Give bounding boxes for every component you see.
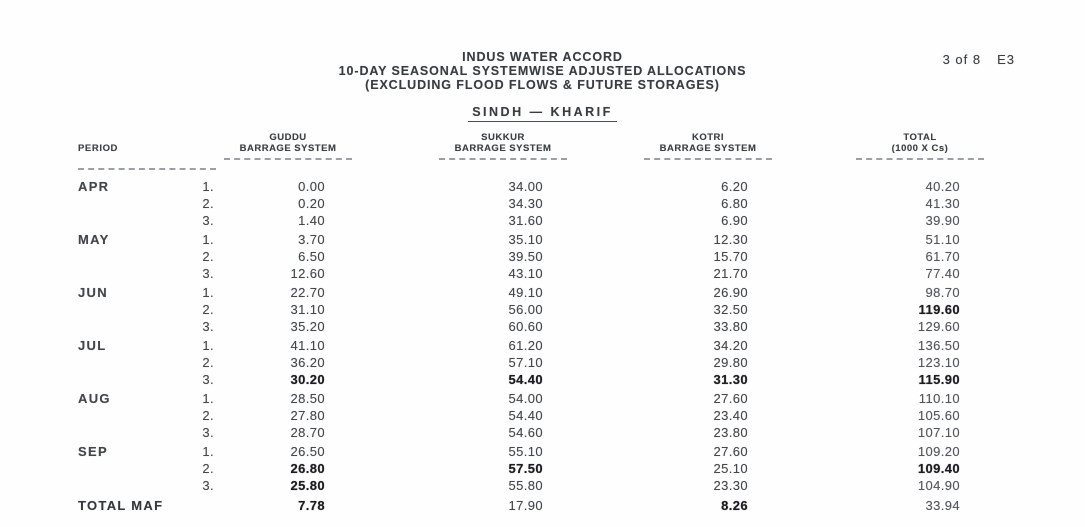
period-number: 2. (202, 249, 214, 264)
value-cell-sukkur: 57.50 (508, 461, 543, 476)
value-cell-guddu: 0.20 (298, 196, 325, 211)
month-label: MAY (78, 232, 110, 247)
month-label: APR (78, 179, 110, 194)
value-cell-kotri: 15.70 (713, 249, 748, 264)
month-label: AUG (78, 391, 111, 406)
value-cell-sukkur: 56.00 (508, 302, 543, 317)
value-cell-guddu: 22.70 (290, 285, 325, 300)
value-cell-sukkur: 39.50 (508, 249, 543, 264)
value-cell-sukkur: 61.20 (508, 338, 543, 353)
column-header-total (758, 132, 970, 160)
period-number: 3. (202, 213, 214, 228)
period-number: 3. (202, 319, 214, 334)
column-header-guddu-line2: BARRAGE SYSTEM (239, 143, 337, 154)
period-number: 2. (202, 355, 214, 370)
table-header-row (78, 132, 1085, 170)
value-cell-kotri: 27.60 (713, 391, 748, 406)
value-cell-kotri: 21.70 (713, 266, 748, 281)
table-row (78, 231, 1085, 248)
value-cell-sukkur: 35.10 (508, 232, 543, 247)
total-value-cell-sukkur: 17.90 (508, 498, 543, 513)
period-number: 2. (202, 408, 214, 423)
value-cell-kotri: 25.10 (713, 461, 748, 476)
value-cell-total: 61.70 (925, 249, 960, 264)
value-cell-guddu: 31.10 (290, 302, 325, 317)
section-title-wrap (0, 103, 1085, 122)
month-label: SEP (78, 444, 108, 459)
value-cell-total: 136.50 (917, 338, 960, 353)
period-number: 3. (202, 425, 214, 440)
page-number: 3 of 8 (942, 52, 982, 67)
page-title: INDUS WATER ACCORD (462, 50, 623, 64)
value-cell-total: 105.60 (917, 408, 960, 423)
value-cell-guddu: 26.80 (290, 461, 325, 476)
allocation-table (0, 132, 1085, 514)
table-row (78, 390, 1085, 407)
value-cell-guddu: 26.50 (290, 444, 325, 459)
value-cell-sukkur: 54.40 (508, 372, 543, 387)
value-cell-total: 40.20 (925, 179, 960, 194)
page-subtitle-1: 10-DAY SEASONAL SYSTEMWISE ADJUSTED ALLOCATIONS (338, 64, 747, 78)
value-cell-total: 119.60 (918, 302, 960, 317)
value-cell-sukkur: 55.80 (508, 478, 543, 493)
column-header-kotri (553, 132, 758, 160)
period-number: 3. (202, 372, 214, 387)
value-cell-kotri: 27.60 (713, 444, 748, 459)
table-row (78, 443, 1085, 460)
value-cell-kotri: 23.30 (713, 478, 748, 493)
value-cell-kotri: 23.80 (713, 425, 748, 440)
value-cell-guddu: 28.50 (290, 391, 325, 406)
period-number: 1. (202, 338, 214, 353)
column-header-period (78, 132, 218, 170)
value-cell-kotri: 29.80 (713, 355, 748, 370)
value-cell-sukkur: 34.00 (508, 179, 543, 194)
value-cell-guddu: 1.40 (298, 213, 325, 228)
value-cell-total: 109.20 (917, 444, 960, 459)
value-cell-total: 109.40 (917, 461, 960, 476)
title-block (0, 0, 1085, 92)
column-header-total-line2: (1000 X Cs) (891, 143, 949, 154)
value-cell-guddu: 35.20 (290, 319, 325, 334)
table-row (78, 265, 1085, 282)
value-cell-total: 41.30 (925, 196, 960, 211)
period-number: 2. (202, 302, 214, 317)
table-row (78, 371, 1085, 388)
value-cell-sukkur: 31.60 (508, 213, 543, 228)
header-dash-line (856, 158, 984, 160)
header-dash-line (644, 158, 772, 160)
value-cell-kotri: 26.90 (713, 285, 748, 300)
table-row (78, 477, 1085, 494)
table-row (78, 424, 1085, 441)
value-cell-guddu: 12.60 (290, 266, 325, 281)
value-cell-guddu: 27.80 (290, 408, 325, 423)
total-row-label: TOTAL MAF (78, 498, 164, 513)
total-value-cell-kotri: 8.26 (721, 498, 748, 513)
value-cell-kotri: 33.80 (713, 319, 748, 334)
table-row (78, 354, 1085, 371)
table-row (78, 284, 1085, 301)
value-cell-total: 129.60 (917, 319, 960, 334)
value-cell-sukkur: 54.00 (508, 391, 543, 406)
value-cell-kotri: 32.50 (713, 302, 748, 317)
value-cell-guddu: 6.50 (298, 249, 325, 264)
value-cell-sukkur: 55.10 (508, 444, 543, 459)
column-header-sukkur (333, 132, 553, 160)
period-number: 1. (202, 232, 214, 247)
table-row (78, 301, 1085, 318)
value-cell-guddu: 28.70 (290, 425, 325, 440)
value-cell-kotri: 6.80 (721, 196, 748, 211)
period-number: 1. (202, 444, 214, 459)
column-header-sukkur-line2: BARRAGE SYSTEM (454, 143, 552, 154)
value-cell-total: 107.10 (917, 425, 960, 440)
value-cell-sukkur: 49.10 (508, 285, 543, 300)
value-cell-guddu: 41.10 (290, 338, 325, 353)
value-cell-kotri: 12.30 (713, 232, 748, 247)
column-header-kotri-line2: BARRAGE SYSTEM (659, 143, 757, 154)
total-row (78, 497, 1085, 514)
value-cell-total: 77.40 (925, 266, 960, 281)
header-dash-line (78, 168, 216, 170)
value-cell-total: 123.10 (917, 355, 960, 370)
column-header-kotri-line1: KOTRI (691, 132, 725, 143)
value-cell-sukkur: 34.30 (508, 196, 543, 211)
period-number: 1. (202, 285, 214, 300)
table-row (78, 337, 1085, 354)
total-value-cell-guddu: 7.78 (298, 498, 325, 513)
value-cell-kotri: 6.90 (721, 213, 748, 228)
column-header-guddu (218, 132, 337, 160)
month-label: JUL (78, 338, 107, 353)
value-cell-total: 110.10 (918, 391, 960, 406)
value-cell-total: 104.90 (917, 478, 960, 493)
table-row (78, 318, 1085, 335)
period-number: 1. (202, 391, 214, 406)
value-cell-guddu: 30.20 (290, 372, 325, 387)
page-code: E3 (997, 52, 1015, 67)
value-cell-total: 51.10 (925, 232, 960, 247)
value-cell-sukkur: 54.60 (508, 425, 543, 440)
month-label: JUN (78, 285, 108, 300)
header-dash-line (439, 158, 567, 160)
column-header-total-line1: TOTAL (903, 132, 937, 143)
value-cell-total: 39.90 (925, 213, 960, 228)
total-value-cell-total: 33.94 (925, 498, 960, 513)
page-subtitle-2: (EXCLUDING FLOOD FLOWS & FUTURE STORAGES) (365, 78, 720, 92)
table-row (78, 248, 1085, 265)
value-cell-guddu: 36.20 (290, 355, 325, 370)
table-row (78, 178, 1085, 195)
value-cell-sukkur: 60.60 (508, 319, 543, 334)
period-number: 1. (202, 179, 214, 194)
value-cell-total: 115.90 (918, 372, 960, 387)
period-number: 2. (202, 461, 214, 476)
table-row (78, 195, 1085, 212)
section-title: SINDH — KHARIF (468, 105, 617, 122)
table-row (78, 212, 1085, 229)
value-cell-sukkur: 43.10 (508, 266, 543, 281)
period-number: 3. (202, 266, 214, 281)
column-header-guddu-line1: GUDDU (269, 132, 307, 143)
column-header-period-label: PERIOD (78, 143, 119, 154)
value-cell-kotri: 23.40 (713, 408, 748, 423)
column-header-sukkur-line1: SUKKUR (481, 132, 525, 143)
table-row (78, 460, 1085, 477)
value-cell-guddu: 3.70 (298, 232, 325, 247)
value-cell-guddu: 25.80 (290, 478, 325, 493)
value-cell-kotri: 31.30 (713, 372, 748, 387)
value-cell-guddu: 0.00 (298, 179, 325, 194)
period-number: 2. (202, 196, 214, 211)
value-cell-kotri: 6.20 (721, 179, 748, 194)
table-row (78, 407, 1085, 424)
period-number: 3. (202, 478, 214, 493)
table-body (78, 178, 1085, 514)
value-cell-sukkur: 57.10 (508, 355, 543, 370)
value-cell-kotri: 34.20 (713, 338, 748, 353)
value-cell-sukkur: 54.40 (508, 408, 543, 423)
page-reference (943, 52, 1015, 67)
value-cell-total: 98.70 (925, 285, 960, 300)
